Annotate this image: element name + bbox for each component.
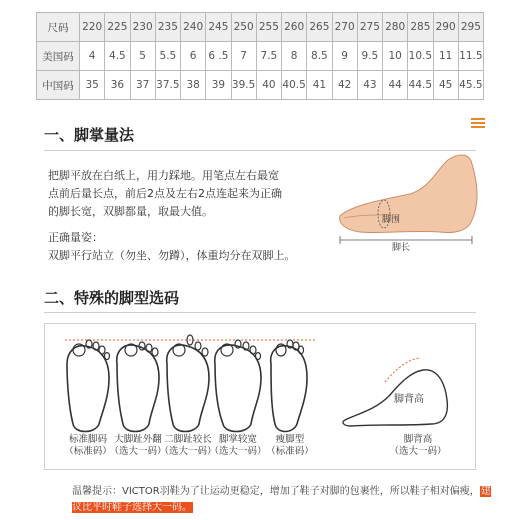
size-header-cell: 275 <box>357 13 382 42</box>
size-cell: 4 <box>80 42 105 71</box>
size-cell: 10 <box>383 42 408 71</box>
size-notice <box>72 484 492 516</box>
size-cell: 39.5 <box>231 71 256 100</box>
size-chart-table <box>36 12 484 100</box>
size-header-cell: 255 <box>256 13 281 42</box>
size-header-cell: 290 <box>433 13 458 42</box>
size-cell: 40.5 <box>282 71 307 100</box>
size-header-cell: 240 <box>181 13 206 42</box>
size-header-cell: 285 <box>408 13 433 42</box>
size-header-cell: 尺码 <box>37 13 80 42</box>
foot-type-advice: （标准码） <box>266 446 314 457</box>
section-title-measure: 一、脚掌量法 <box>44 126 135 144</box>
size-header-cell: 250 <box>231 13 256 42</box>
size-cell: 44 <box>383 71 408 100</box>
posture-title: 正确量姿： <box>48 231 103 244</box>
size-cell: 5.5 <box>155 42 180 71</box>
size-cell: 8 <box>282 42 307 71</box>
length-label: 脚长 <box>392 243 411 253</box>
measure-instructions: 把脚平放在白纸上，用力踩地。用笔点左右最宽点前后量长点，前后2点及左右2点连起来为正确的脚长宽，双脚都量，取最大值。 <box>48 169 282 218</box>
size-cell: 6 <box>181 42 206 71</box>
foot-measure-illustration <box>320 150 495 260</box>
size-cell: 42 <box>332 71 357 100</box>
size-header-row <box>37 13 484 42</box>
instep-label: 脚背高 <box>394 394 424 405</box>
size-header-cell: 230 <box>130 13 155 42</box>
size-header-cell: 225 <box>105 13 130 42</box>
foot-type-advice: （选大一码） <box>209 446 267 457</box>
size-cell: 6 .5 <box>206 42 231 71</box>
size-cell: 10.5 <box>408 42 433 71</box>
size-cell: 40 <box>256 71 281 100</box>
instep-caption-name: 脚背高 <box>403 434 433 445</box>
foot-type-advice: （选大一码） <box>159 446 217 457</box>
foot-type-advice: （选大一码） <box>109 446 167 457</box>
posture-body: 双脚平行站立（勿坐、勿蹲），体重均分在双脚上。 <box>48 249 296 262</box>
size-header-cell: 265 <box>307 13 332 42</box>
decorative-stripes <box>471 118 485 130</box>
size-cell: 7.5 <box>256 42 281 71</box>
size-cell: 9.5 <box>357 42 382 71</box>
size-cell: 44.5 <box>408 71 433 100</box>
size-cell: 7 <box>231 42 256 71</box>
size-cell: 41 <box>307 71 332 100</box>
size-cell: 45 <box>433 71 458 100</box>
correct-posture <box>48 229 348 265</box>
girth-label: 脚围 <box>382 215 401 225</box>
size-cell: 8.5 <box>307 42 332 71</box>
size-cell: 39 <box>206 71 231 100</box>
divider <box>44 312 476 313</box>
foot-type-name: 二脚趾较长 <box>164 434 212 445</box>
foot-type-name: 瘦脚型 <box>275 434 305 445</box>
size-header-cell: 235 <box>155 13 180 42</box>
us-size-row <box>37 42 484 71</box>
size-header-cell: 260 <box>282 13 307 42</box>
section-title-foot-types: 二、特殊的脚型选码 <box>44 289 180 307</box>
size-header-cell: 295 <box>458 13 483 42</box>
cn-size-row <box>37 71 484 100</box>
size-cell: 4.5 <box>105 42 130 71</box>
size-header-cell: 280 <box>383 13 408 42</box>
size-cell: 37.5 <box>155 71 180 100</box>
size-cell: 37 <box>130 71 155 100</box>
size-header-cell: 220 <box>80 13 105 42</box>
size-cell: 43 <box>357 71 382 100</box>
instep-caption <box>373 434 463 458</box>
size-cell: 35 <box>80 71 105 100</box>
foot-type-caption <box>255 434 325 458</box>
size-cell: 5 <box>130 42 155 71</box>
foot-type-name: 脚掌较宽 <box>218 434 257 445</box>
size-cell: 38 <box>181 71 206 100</box>
size-header-cell: 245 <box>206 13 231 42</box>
foot-type-advice: （标准码） <box>64 446 112 457</box>
foot-type-name: 大脚趾外翻 <box>114 434 162 445</box>
size-cell: 9 <box>332 42 357 71</box>
notice-text: 温馨提示：VICTOR羽鞋为了让运动更稳定，增加了鞋子对脚的包裹性，所以鞋子相对偏瘦， <box>72 486 480 497</box>
instep-caption-advice: （选大一码） <box>389 446 447 457</box>
foot-type-name: 标准脚码 <box>68 434 107 445</box>
size-cell: 11 <box>433 42 458 71</box>
size-cell: 11.5 <box>458 42 483 71</box>
size-cell: 45.5 <box>458 71 483 100</box>
size-cell: 36 <box>105 71 130 100</box>
size-cell: 中国码 <box>37 71 80 100</box>
notice-highlight: 建议比平时鞋子选择大一码。 <box>72 486 491 513</box>
size-header-cell: 270 <box>332 13 357 42</box>
size-cell: 美国码 <box>37 42 80 71</box>
